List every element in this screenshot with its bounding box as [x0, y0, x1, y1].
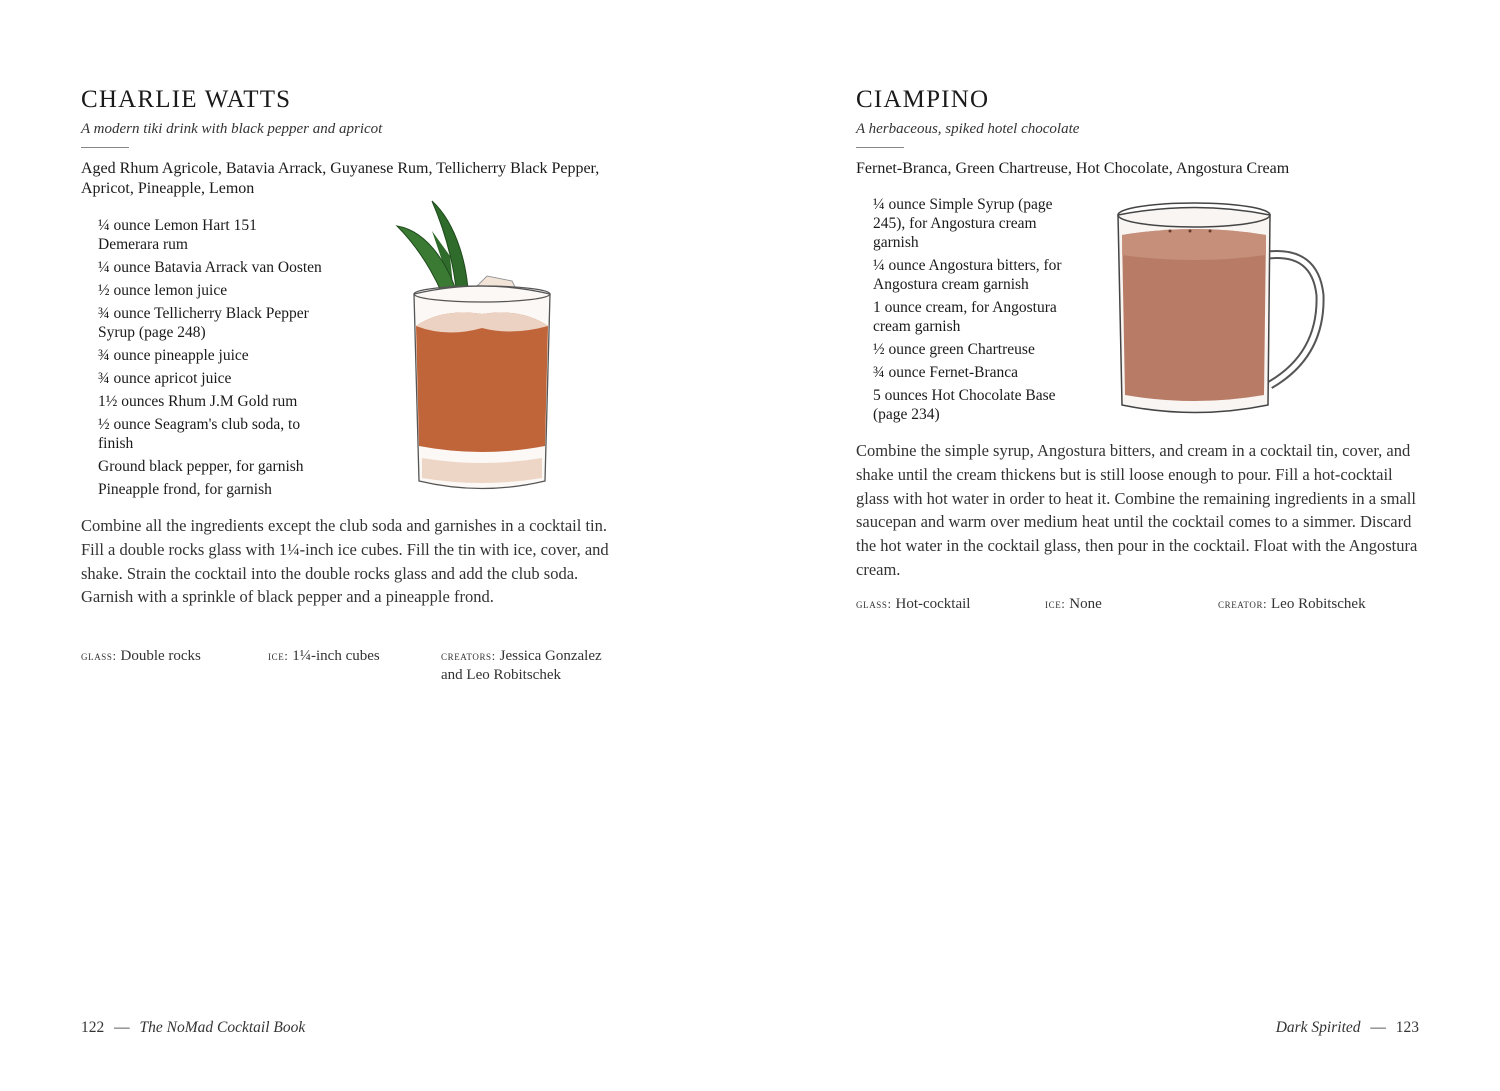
ingredient-item: 5 ounces Hot Chocolate Base (page 234): [873, 387, 1056, 423]
glass-label: glass:: [81, 648, 117, 663]
ingredient-list: [98, 216, 363, 503]
spirits-list: Aged Rhum Agricole, Batavia Arrack, Guyanese Rum, Tellicherry Black Pepper, Apricot, Pineapple, Lemon: [81, 160, 600, 197]
mug-illustration: [1110, 195, 1335, 425]
creator-value: Leo Robitschek: [1271, 596, 1366, 612]
page-footer: [81, 1019, 305, 1037]
ingredient-item: Ground black pepper, for garnish: [98, 458, 304, 475]
footer-separator: —: [1370, 1019, 1386, 1036]
ingredient-item: ½ ounce Seagram's club soda, to finish: [98, 416, 301, 452]
creator-info: [1218, 594, 1366, 614]
ingredient-item: 1½ ounces Rhum J.M Gold rum: [98, 393, 298, 410]
ice-label: ice:: [268, 648, 289, 663]
method-text: Combine all the ingredients except the club soda and garnishes in a cocktail tin. Fill a double rocks glass with 1¼-inch ice cubes. Fill the tin with ice, cover, and shake. Strain the cocktail into the double rocks glass and add the club soda. Garnish with a sprinkle of black pepper and a pineapple frond.: [81, 516, 609, 607]
glass-value: Hot-cocktail: [895, 596, 971, 612]
recipe-subtitle: A herbaceous, spiked hotel chocolate: [856, 121, 1080, 137]
ingredient-item: 1 ounce cream, for Angostura cream garnish: [873, 299, 1057, 335]
ice-value: None: [1069, 596, 1102, 612]
glass-info: [856, 594, 970, 614]
ingredient-item: ¼ ounce Angostura bitters, for Angostura cream garnish: [873, 257, 1062, 293]
recipe-title: CHARLIE WATTS: [81, 86, 292, 113]
ingredient-item: ¼ ounce Simple Syrup (page 245), for Angostura cream garnish: [873, 196, 1053, 251]
creator-label: creators:: [441, 648, 496, 663]
footer-separator: —: [114, 1019, 130, 1036]
creator-value: Jessica Gonzalez and Leo Robitschek: [441, 648, 602, 683]
rocks-glass-illustration: [392, 196, 557, 506]
glass-value: Double rocks: [120, 648, 201, 664]
divider: [81, 147, 129, 148]
section-title: Dark Spirited: [1275, 1019, 1361, 1036]
ice-label: ice:: [1045, 596, 1066, 611]
ingredient-item: ¾ ounce pineapple juice: [98, 347, 249, 364]
glass-info: [81, 646, 201, 666]
ingredient-item: ½ ounce green Chartreuse: [873, 341, 1035, 358]
glass-label: glass:: [856, 596, 892, 611]
creator-info: [441, 646, 626, 685]
ingredient-item: ½ ounce lemon juice: [98, 282, 228, 299]
page-number: 122: [81, 1019, 105, 1036]
page-number: 123: [1395, 1019, 1419, 1036]
spirits-list: Fernet-Branca, Green Chartreuse, Hot Chocolate, Angostura Cream: [856, 160, 1290, 177]
recipe-title: CIAMPINO: [856, 86, 990, 113]
ingredient-item: ¼ ounce Batavia Arrack van Oosten: [98, 259, 322, 276]
right-page: [750, 0, 1500, 1091]
book-title: The NoMad Cocktail Book: [139, 1019, 306, 1036]
ingredient-list: [873, 195, 1093, 428]
ice-info: [268, 646, 380, 666]
ingredient-item: ¾ ounce Fernet-Branca: [873, 364, 1019, 381]
creator-label: creator:: [1218, 596, 1268, 611]
ingredient-item: Pineapple frond, for garnish: [98, 481, 272, 498]
page-footer: [1276, 1019, 1419, 1037]
recipe-subtitle: A modern tiki drink with black pepper and apricot: [81, 121, 383, 137]
divider: [856, 147, 904, 148]
ice-info: [1045, 594, 1102, 614]
ice-value: 1¼-inch cubes: [292, 648, 380, 664]
method-text: Combine the simple syrup, Angostura bitters, and cream in a cocktail tin, cover, and shake until the cream thickens but is still loose enough to pour. Fill a hot-cocktail glass with hot water in order to heat it. Combine the remaining ingredients in a small saucepan and warm over medium heat until the cocktail comes to a simmer. Discard the hot water in the cocktail glass, then pour in the cocktail. Float with the Angostura cream.: [856, 441, 1418, 579]
ingredient-item: ¾ ounce Tellicherry Black Pepper Syrup (page 248): [98, 305, 309, 341]
ingredient-item: ¾ ounce apricot juice: [98, 370, 232, 387]
ingredient-item: ¼ ounce Lemon Hart 151 Demerara rum: [98, 217, 257, 253]
